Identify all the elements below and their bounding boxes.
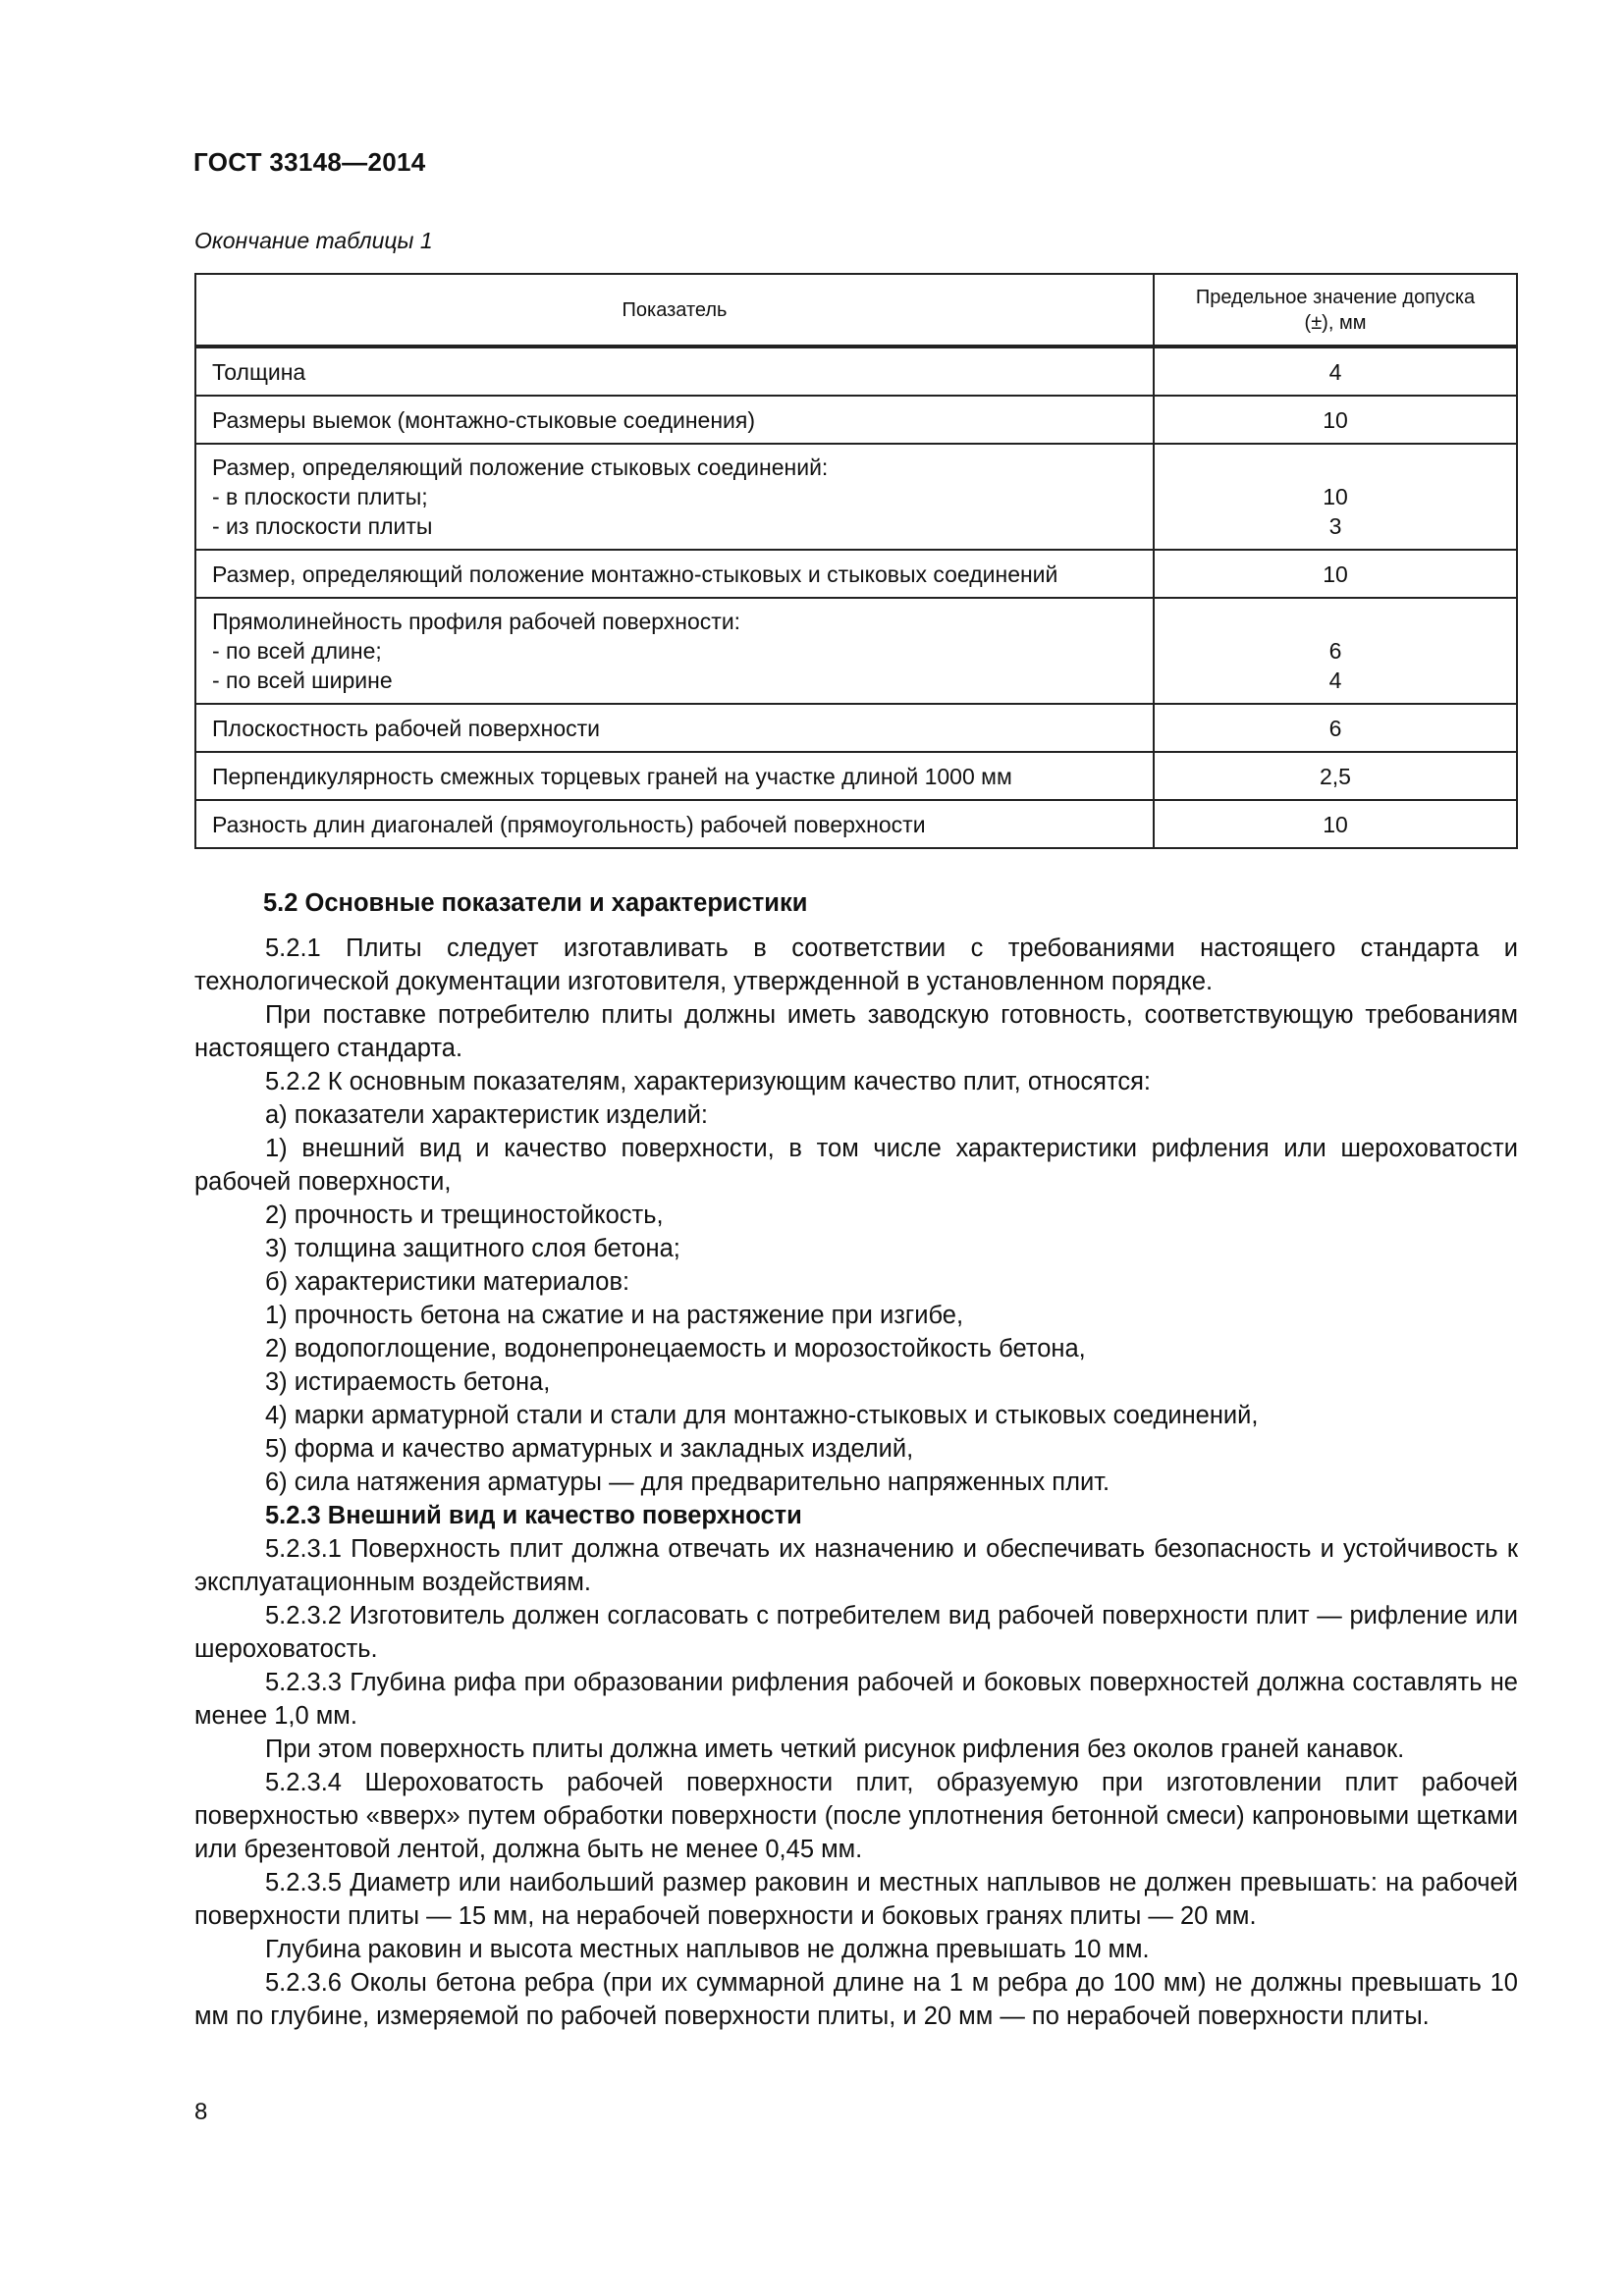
- table-header-row: [195, 274, 1517, 347]
- tolerance-cell: [1154, 704, 1517, 752]
- indicator-cell: [195, 704, 1154, 752]
- table-row: [195, 347, 1517, 396]
- tolerance-cell: [1154, 444, 1517, 550]
- page-number: 8: [194, 2099, 208, 2125]
- tolerance-value: 10: [1323, 406, 1348, 433]
- tolerance-table: [194, 273, 1518, 849]
- table-row: [195, 598, 1517, 704]
- indicator-line: Прямолинейность профиля рабочей поверхности:: [212, 609, 741, 634]
- tolerance-value: 4: [1328, 667, 1342, 693]
- paragraph: 5.2.3.4 Шероховатость рабочей поверхности плит, образуемую при изготовлении плит рабочей поверхностью «вверх» путем обработки поверхности (после уплотнения бетонной смеси) капроновыми щетками или брезентовой лентой, должна быть не менее 0,45 мм.: [194, 1769, 1518, 1863]
- tolerance-cell: [1154, 598, 1517, 704]
- tolerance-value: [1170, 607, 1500, 636]
- list-item: 1) прочность бетона на сжатие и на растяжение при изгибе,: [265, 1302, 964, 1329]
- document-standard-header: ГОСТ 33148—2014: [193, 147, 426, 177]
- indicator-line: - в плоскости плиты;: [212, 484, 428, 509]
- paragraph: При поставке потребителю плиты должны иметь заводскую готовность, соответствующую требованиям настоящего стандарта.: [194, 1001, 1518, 1062]
- tolerance-cell: [1154, 752, 1517, 800]
- tolerance-value: [1170, 453, 1500, 482]
- section-body: [194, 886, 1518, 2033]
- indicator-line: Размер, определяющий положение стыковых соединений:: [212, 454, 829, 480]
- list-item: б) характеристики материалов:: [265, 1268, 630, 1296]
- indicator-line: Размер, определяющий положение монтажно-стыковых и стыковых соединений: [212, 561, 1058, 587]
- table-row: [195, 550, 1517, 598]
- tolerance-value: 4: [1328, 358, 1342, 385]
- list-item: 3) истираемость бетона,: [265, 1368, 551, 1396]
- indicator-line: Перпендикулярность смежных торцевых граней на участке длиной 1000 мм: [212, 763, 1012, 789]
- indicator-line: Плоскостность рабочей поверхности: [212, 715, 601, 741]
- tolerance-cell: [1154, 347, 1517, 396]
- indicator-cell: [195, 800, 1154, 848]
- paragraph: 5.2.2 К основным показателям, характеризующим качество плит, относятся:: [265, 1068, 1151, 1095]
- column-header-tolerance-line2: (±), мм: [1304, 311, 1367, 334]
- table-row: [195, 800, 1517, 848]
- indicator-cell: [195, 444, 1154, 550]
- tolerance-value: 10: [1323, 484, 1348, 509]
- paragraph: 5.2.3.5 Диаметр или наибольший размер раковин и местных наплывов не должен превышать: на рабочей поверхности плиты — 15 мм, на нерабочей поверхности и боковых гранях плиты — 20 мм.: [194, 1869, 1518, 1930]
- list-item: 6) сила натяжения арматуры — для предварительно напряженных плит.: [265, 1468, 1110, 1496]
- tolerance-value: 2,5: [1320, 763, 1351, 789]
- paragraph: 5.2.3.2 Изготовитель должен согласовать с потребителем вид рабочей поверхности плит — рифление или шероховатость.: [194, 1602, 1518, 1663]
- table-row: [195, 396, 1517, 444]
- paragraph: 5.2.1 Плиты следует изготавливать в соответствии с требованиями настоящего стандарта и технологической документации изготовителя, утвержденной в установленном порядке.: [194, 934, 1518, 995]
- paragraph: Глубина раковин и высота местных наплывов не должна превышать 10 мм.: [265, 1936, 1150, 1963]
- list-item: 1) внешний вид и качество поверхности, в том числе характеристики рифления или шероховатости рабочей поверхности,: [194, 1135, 1518, 1196]
- list-item: 4) марки арматурной стали и стали для монтажно-стыковых и стыковых соединений,: [265, 1402, 1259, 1429]
- list-item: 2) водопоглощение, водонепронецаемость и морозостойкость бетона,: [265, 1335, 1086, 1362]
- paragraph: При этом поверхность плиты должна иметь четкий рисунок рифления без околов граней канавок.: [265, 1735, 1405, 1763]
- column-header-tolerance: [1154, 274, 1517, 347]
- indicator-line: Разность длин диагоналей (прямоугольность) рабочей поверхности: [212, 811, 926, 837]
- paragraph: 5.2.3.1 Поверхность плит должна отвечать их назначению и обеспечивать безопасность и устойчивость к эксплуатационным воздействиям.: [194, 1535, 1518, 1596]
- indicator-cell: [195, 752, 1154, 800]
- paragraph: 5.2.3.6 Околы бетона ребра (при их суммарной длине на 1 м ребра до 100 мм) не должны превышать 10 мм по глубине, измеряемой по рабочей поверхности плиты, и 20 мм — по нерабочей поверхности плиты.: [194, 1969, 1518, 2030]
- paragraph: 5.2.3.3 Глубина рифа при образовании рифления рабочей и боковых поверхностей должна составлять не менее 1,0 мм.: [194, 1669, 1518, 1730]
- indicator-cell: [195, 396, 1154, 444]
- table-caption: Окончание таблицы 1: [194, 228, 433, 253]
- indicator-line: Толщина: [212, 358, 306, 385]
- indicator-line: - по всей длине;: [212, 638, 382, 664]
- section-heading: 5.2 Основные показатели и характеристики: [263, 889, 808, 917]
- column-header-indicator: Показатель: [195, 274, 1154, 347]
- subsection-heading: 5.2.3 Внешний вид и качество поверхности: [265, 1502, 802, 1529]
- table-row: [195, 704, 1517, 752]
- list-item: 2) прочность и трещиностойкость,: [265, 1201, 664, 1229]
- list-item: 3) толщина защитного слоя бетона;: [265, 1235, 680, 1262]
- indicator-line: - по всей ширине: [212, 667, 393, 693]
- indicator-line: - из плоскости плиты: [212, 513, 433, 539]
- indicator-line: Размеры выемок (монтажно-стыковые соединения): [212, 406, 756, 433]
- tolerance-value: 10: [1323, 811, 1348, 837]
- table-row: [195, 444, 1517, 550]
- list-item: 5) форма и качество арматурных и закладных изделий,: [265, 1435, 914, 1463]
- table-row: [195, 752, 1517, 800]
- indicator-cell: [195, 598, 1154, 704]
- indicator-cell: [195, 347, 1154, 396]
- tolerance-value: 6: [1328, 715, 1342, 741]
- column-header-tolerance-line1: Предельное значение допуска: [1195, 286, 1476, 308]
- indicator-cell: [195, 550, 1154, 598]
- tolerance-cell: [1154, 396, 1517, 444]
- list-item: а) показатели характеристик изделий:: [265, 1101, 709, 1129]
- tolerance-value: 3: [1328, 513, 1342, 539]
- tolerance-cell: [1154, 550, 1517, 598]
- tolerance-value: 10: [1323, 561, 1348, 587]
- tolerance-value: 6: [1328, 638, 1342, 664]
- tolerance-cell: [1154, 800, 1517, 848]
